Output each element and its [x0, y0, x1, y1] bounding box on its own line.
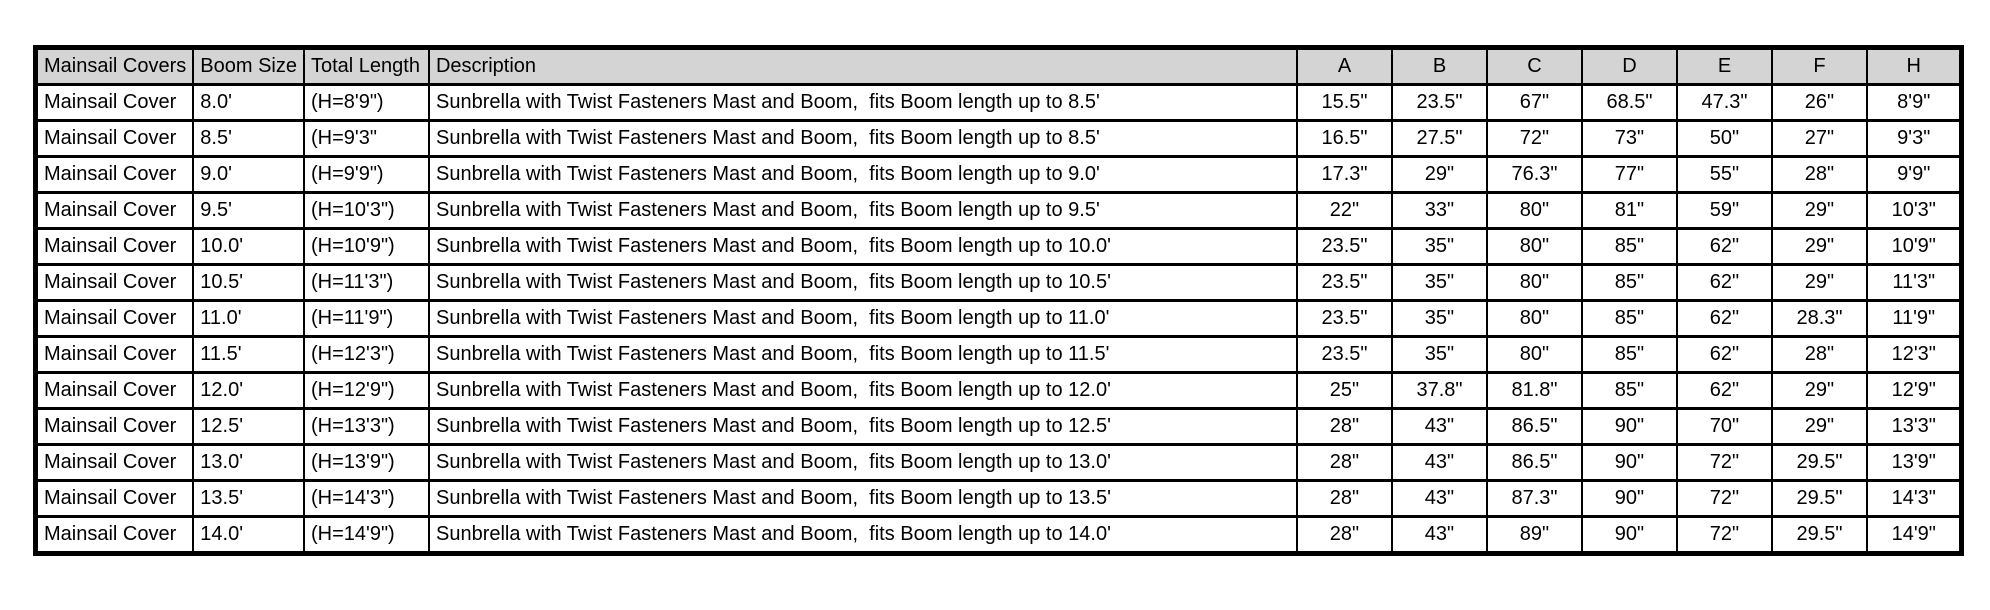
- table-cell: 11.5': [193, 337, 304, 373]
- table-cell: Sunbrella with Twist Fasteners Mast and Boom, fits Boom length up to 9.0': [429, 157, 1297, 193]
- table-cell: 23.5": [1392, 85, 1487, 121]
- table-cell: Sunbrella with Twist Fasteners Mast and Boom, fits Boom length up to 11.0': [429, 301, 1297, 337]
- table-cell: 10'9": [1867, 229, 1962, 265]
- table-cell: (H=9'9"): [304, 157, 429, 193]
- table-cell: 62": [1677, 301, 1772, 337]
- table-row: [36, 121, 1962, 157]
- table-cell: Mainsail Cover: [36, 265, 194, 301]
- table-cell: 47.3": [1677, 85, 1772, 121]
- table-cell: 37.8": [1392, 373, 1487, 409]
- table-cell: 90": [1582, 445, 1677, 481]
- table-cell: Mainsail Cover: [36, 337, 194, 373]
- table-cell: 55": [1677, 157, 1772, 193]
- table-cell: 67": [1487, 85, 1582, 121]
- table-cell: Mainsail Cover: [36, 481, 194, 517]
- table-cell: Mainsail Cover: [36, 193, 194, 229]
- table-cell: Mainsail Cover: [36, 373, 194, 409]
- table-row: [36, 409, 1962, 445]
- table-cell: 43": [1392, 445, 1487, 481]
- table-cell: 85": [1582, 373, 1677, 409]
- table-header: [36, 48, 1962, 85]
- table-cell: 29": [1772, 373, 1867, 409]
- table-cell: (H=11'3"): [304, 265, 429, 301]
- table-cell: 35": [1392, 301, 1487, 337]
- table-cell: 26": [1772, 85, 1867, 121]
- table-cell: 90": [1582, 409, 1677, 445]
- table-cell: 23.5": [1297, 337, 1392, 373]
- table-cell: 29": [1772, 193, 1867, 229]
- column-header-d: D: [1582, 48, 1677, 85]
- table-cell: 12'3": [1867, 337, 1962, 373]
- table-row: [36, 481, 1962, 517]
- table-cell: 28": [1297, 409, 1392, 445]
- table-cell: 28": [1297, 481, 1392, 517]
- table-cell: 35": [1392, 337, 1487, 373]
- table-cell: (H=13'3"): [304, 409, 429, 445]
- table-cell: Sunbrella with Twist Fasteners Mast and Boom, fits Boom length up to 13.0': [429, 445, 1297, 481]
- table-cell: 29": [1772, 265, 1867, 301]
- table-row: [36, 301, 1962, 337]
- table-cell: 72": [1677, 517, 1772, 554]
- table-cell: (H=13'9"): [304, 445, 429, 481]
- table-cell: 35": [1392, 229, 1487, 265]
- table-cell: 50": [1677, 121, 1772, 157]
- table-cell: (H=11'9"): [304, 301, 429, 337]
- table-cell: 13.0': [193, 445, 304, 481]
- column-header-f: F: [1772, 48, 1867, 85]
- table-cell: 85": [1582, 265, 1677, 301]
- table-cell: 80": [1487, 193, 1582, 229]
- table-cell: 28": [1297, 517, 1392, 554]
- table-cell: 85": [1582, 229, 1677, 265]
- table-cell: 12'9": [1867, 373, 1962, 409]
- table-cell: 15.5": [1297, 85, 1392, 121]
- table-cell: Mainsail Cover: [36, 157, 194, 193]
- table-cell: Sunbrella with Twist Fasteners Mast and Boom, fits Boom length up to 11.5': [429, 337, 1297, 373]
- table-cell: 29": [1392, 157, 1487, 193]
- column-header-b: B: [1392, 48, 1487, 85]
- table-cell: 11.0': [193, 301, 304, 337]
- table-cell: 29": [1772, 409, 1867, 445]
- table-cell: 10.5': [193, 265, 304, 301]
- column-header-total-length: Total Length: [304, 48, 429, 85]
- table-cell: 9'9": [1867, 157, 1962, 193]
- table-row: [36, 229, 1962, 265]
- table-row: [36, 337, 1962, 373]
- column-header-h: H: [1867, 48, 1962, 85]
- table-cell: 9.5': [193, 193, 304, 229]
- table-cell: (H=8'9"): [304, 85, 429, 121]
- table-row: [36, 517, 1962, 554]
- table-cell: 12.5': [193, 409, 304, 445]
- table-cell: 25": [1297, 373, 1392, 409]
- table-cell: Sunbrella with Twist Fasteners Mast and Boom, fits Boom length up to 9.5': [429, 193, 1297, 229]
- table-row: [36, 157, 1962, 193]
- table-cell: 8.5': [193, 121, 304, 157]
- table-cell: 27": [1772, 121, 1867, 157]
- table-cell: Sunbrella with Twist Fasteners Mast and Boom, fits Boom length up to 14.0': [429, 517, 1297, 554]
- table-cell: 8'9": [1867, 85, 1962, 121]
- table-cell: 11'9": [1867, 301, 1962, 337]
- column-header-description: Description: [429, 48, 1297, 85]
- table-cell: 27.5": [1392, 121, 1487, 157]
- table-cell: 14'9": [1867, 517, 1962, 554]
- table-cell: 35": [1392, 265, 1487, 301]
- table-cell: Mainsail Cover: [36, 409, 194, 445]
- mainsail-covers-table: [33, 45, 1964, 556]
- table-row: [36, 85, 1962, 121]
- table-cell: 70": [1677, 409, 1772, 445]
- table-cell: 23.5": [1297, 301, 1392, 337]
- table-row: [36, 445, 1962, 481]
- table-cell: 62": [1677, 229, 1772, 265]
- table-cell: Mainsail Cover: [36, 517, 194, 554]
- table-cell: (H=14'9"): [304, 517, 429, 554]
- table-cell: 68.5": [1582, 85, 1677, 121]
- table-cell: 62": [1677, 337, 1772, 373]
- column-header-c: C: [1487, 48, 1582, 85]
- table-header-row: [36, 48, 1962, 85]
- table-cell: Mainsail Cover: [36, 229, 194, 265]
- table-cell: 23.5": [1297, 265, 1392, 301]
- table-cell: (H=9'3": [304, 121, 429, 157]
- table-cell: 43": [1392, 409, 1487, 445]
- table-cell: (H=10'9"): [304, 229, 429, 265]
- table-cell: Sunbrella with Twist Fasteners Mast and Boom, fits Boom length up to 13.5': [429, 481, 1297, 517]
- table-cell: 90": [1582, 517, 1677, 554]
- table-cell: Mainsail Cover: [36, 301, 194, 337]
- table-cell: 77": [1582, 157, 1677, 193]
- table-row: [36, 265, 1962, 301]
- table-cell: 10.0': [193, 229, 304, 265]
- table-cell: 23.5": [1297, 229, 1392, 265]
- table-cell: 29.5": [1772, 481, 1867, 517]
- table-cell: (H=12'9"): [304, 373, 429, 409]
- table-cell: 28.3": [1772, 301, 1867, 337]
- table-cell: 11'3": [1867, 265, 1962, 301]
- table-cell: 72": [1677, 481, 1772, 517]
- table-cell: Mainsail Cover: [36, 121, 194, 157]
- table-cell: 87.3": [1487, 481, 1582, 517]
- table-cell: 13'9": [1867, 445, 1962, 481]
- table-cell: 62": [1677, 373, 1772, 409]
- table-row: [36, 373, 1962, 409]
- table-cell: 9.0': [193, 157, 304, 193]
- table-cell: 13'3": [1867, 409, 1962, 445]
- table-cell: 28": [1772, 157, 1867, 193]
- table-cell: Sunbrella with Twist Fasteners Mast and Boom, fits Boom length up to 8.5': [429, 85, 1297, 121]
- table-cell: 86.5": [1487, 445, 1582, 481]
- table-cell: 12.0': [193, 373, 304, 409]
- table-cell: Sunbrella with Twist Fasteners Mast and Boom, fits Boom length up to 10.0': [429, 229, 1297, 265]
- table-row: [36, 193, 1962, 229]
- column-header-boom-size: Boom Size: [193, 48, 304, 85]
- table-cell: 81": [1582, 193, 1677, 229]
- table-cell: 29.5": [1772, 445, 1867, 481]
- table-cell: 86.5": [1487, 409, 1582, 445]
- table-cell: 80": [1487, 265, 1582, 301]
- table-cell: 80": [1487, 337, 1582, 373]
- table-cell: Sunbrella with Twist Fasteners Mast and Boom, fits Boom length up to 12.5': [429, 409, 1297, 445]
- table-cell: 10'3": [1867, 193, 1962, 229]
- table-cell: 16.5": [1297, 121, 1392, 157]
- table-cell: 80": [1487, 301, 1582, 337]
- table-cell: 14.0': [193, 517, 304, 554]
- table-cell: 76.3": [1487, 157, 1582, 193]
- table-cell: 72": [1487, 121, 1582, 157]
- table-cell: 72": [1677, 445, 1772, 481]
- table-cell: 14'3": [1867, 481, 1962, 517]
- table-cell: Sunbrella with Twist Fasteners Mast and Boom, fits Boom length up to 8.5': [429, 121, 1297, 157]
- table-cell: 17.3": [1297, 157, 1392, 193]
- table-cell: 29.5": [1772, 517, 1867, 554]
- table-cell: 90": [1582, 481, 1677, 517]
- table-cell: 62": [1677, 265, 1772, 301]
- table-cell: 85": [1582, 301, 1677, 337]
- table-cell: 28": [1297, 445, 1392, 481]
- table-cell: 13.5': [193, 481, 304, 517]
- table-cell: 89": [1487, 517, 1582, 554]
- table-cell: 59": [1677, 193, 1772, 229]
- table-cell: 43": [1392, 517, 1487, 554]
- table-cell: 33": [1392, 193, 1487, 229]
- table-cell: (H=10'3"): [304, 193, 429, 229]
- table-cell: Sunbrella with Twist Fasteners Mast and Boom, fits Boom length up to 12.0': [429, 373, 1297, 409]
- table-cell: Mainsail Cover: [36, 445, 194, 481]
- table-cell: 9'3": [1867, 121, 1962, 157]
- table-cell: 43": [1392, 481, 1487, 517]
- table-cell: 85": [1582, 337, 1677, 373]
- table-cell: 28": [1772, 337, 1867, 373]
- table-cell: 22": [1297, 193, 1392, 229]
- column-header-e: E: [1677, 48, 1772, 85]
- column-header-mainsail-covers: Mainsail Covers: [36, 48, 194, 85]
- table-cell: Sunbrella with Twist Fasteners Mast and Boom, fits Boom length up to 10.5': [429, 265, 1297, 301]
- table-cell: (H=12'3"): [304, 337, 429, 373]
- table-cell: Mainsail Cover: [36, 85, 194, 121]
- table-cell: 29": [1772, 229, 1867, 265]
- table-cell: 73": [1582, 121, 1677, 157]
- table-cell: 81.8": [1487, 373, 1582, 409]
- table-body: [36, 85, 1962, 554]
- column-header-a: A: [1297, 48, 1392, 85]
- table-cell: 80": [1487, 229, 1582, 265]
- table-cell: (H=14'3"): [304, 481, 429, 517]
- table-cell: 8.0': [193, 85, 304, 121]
